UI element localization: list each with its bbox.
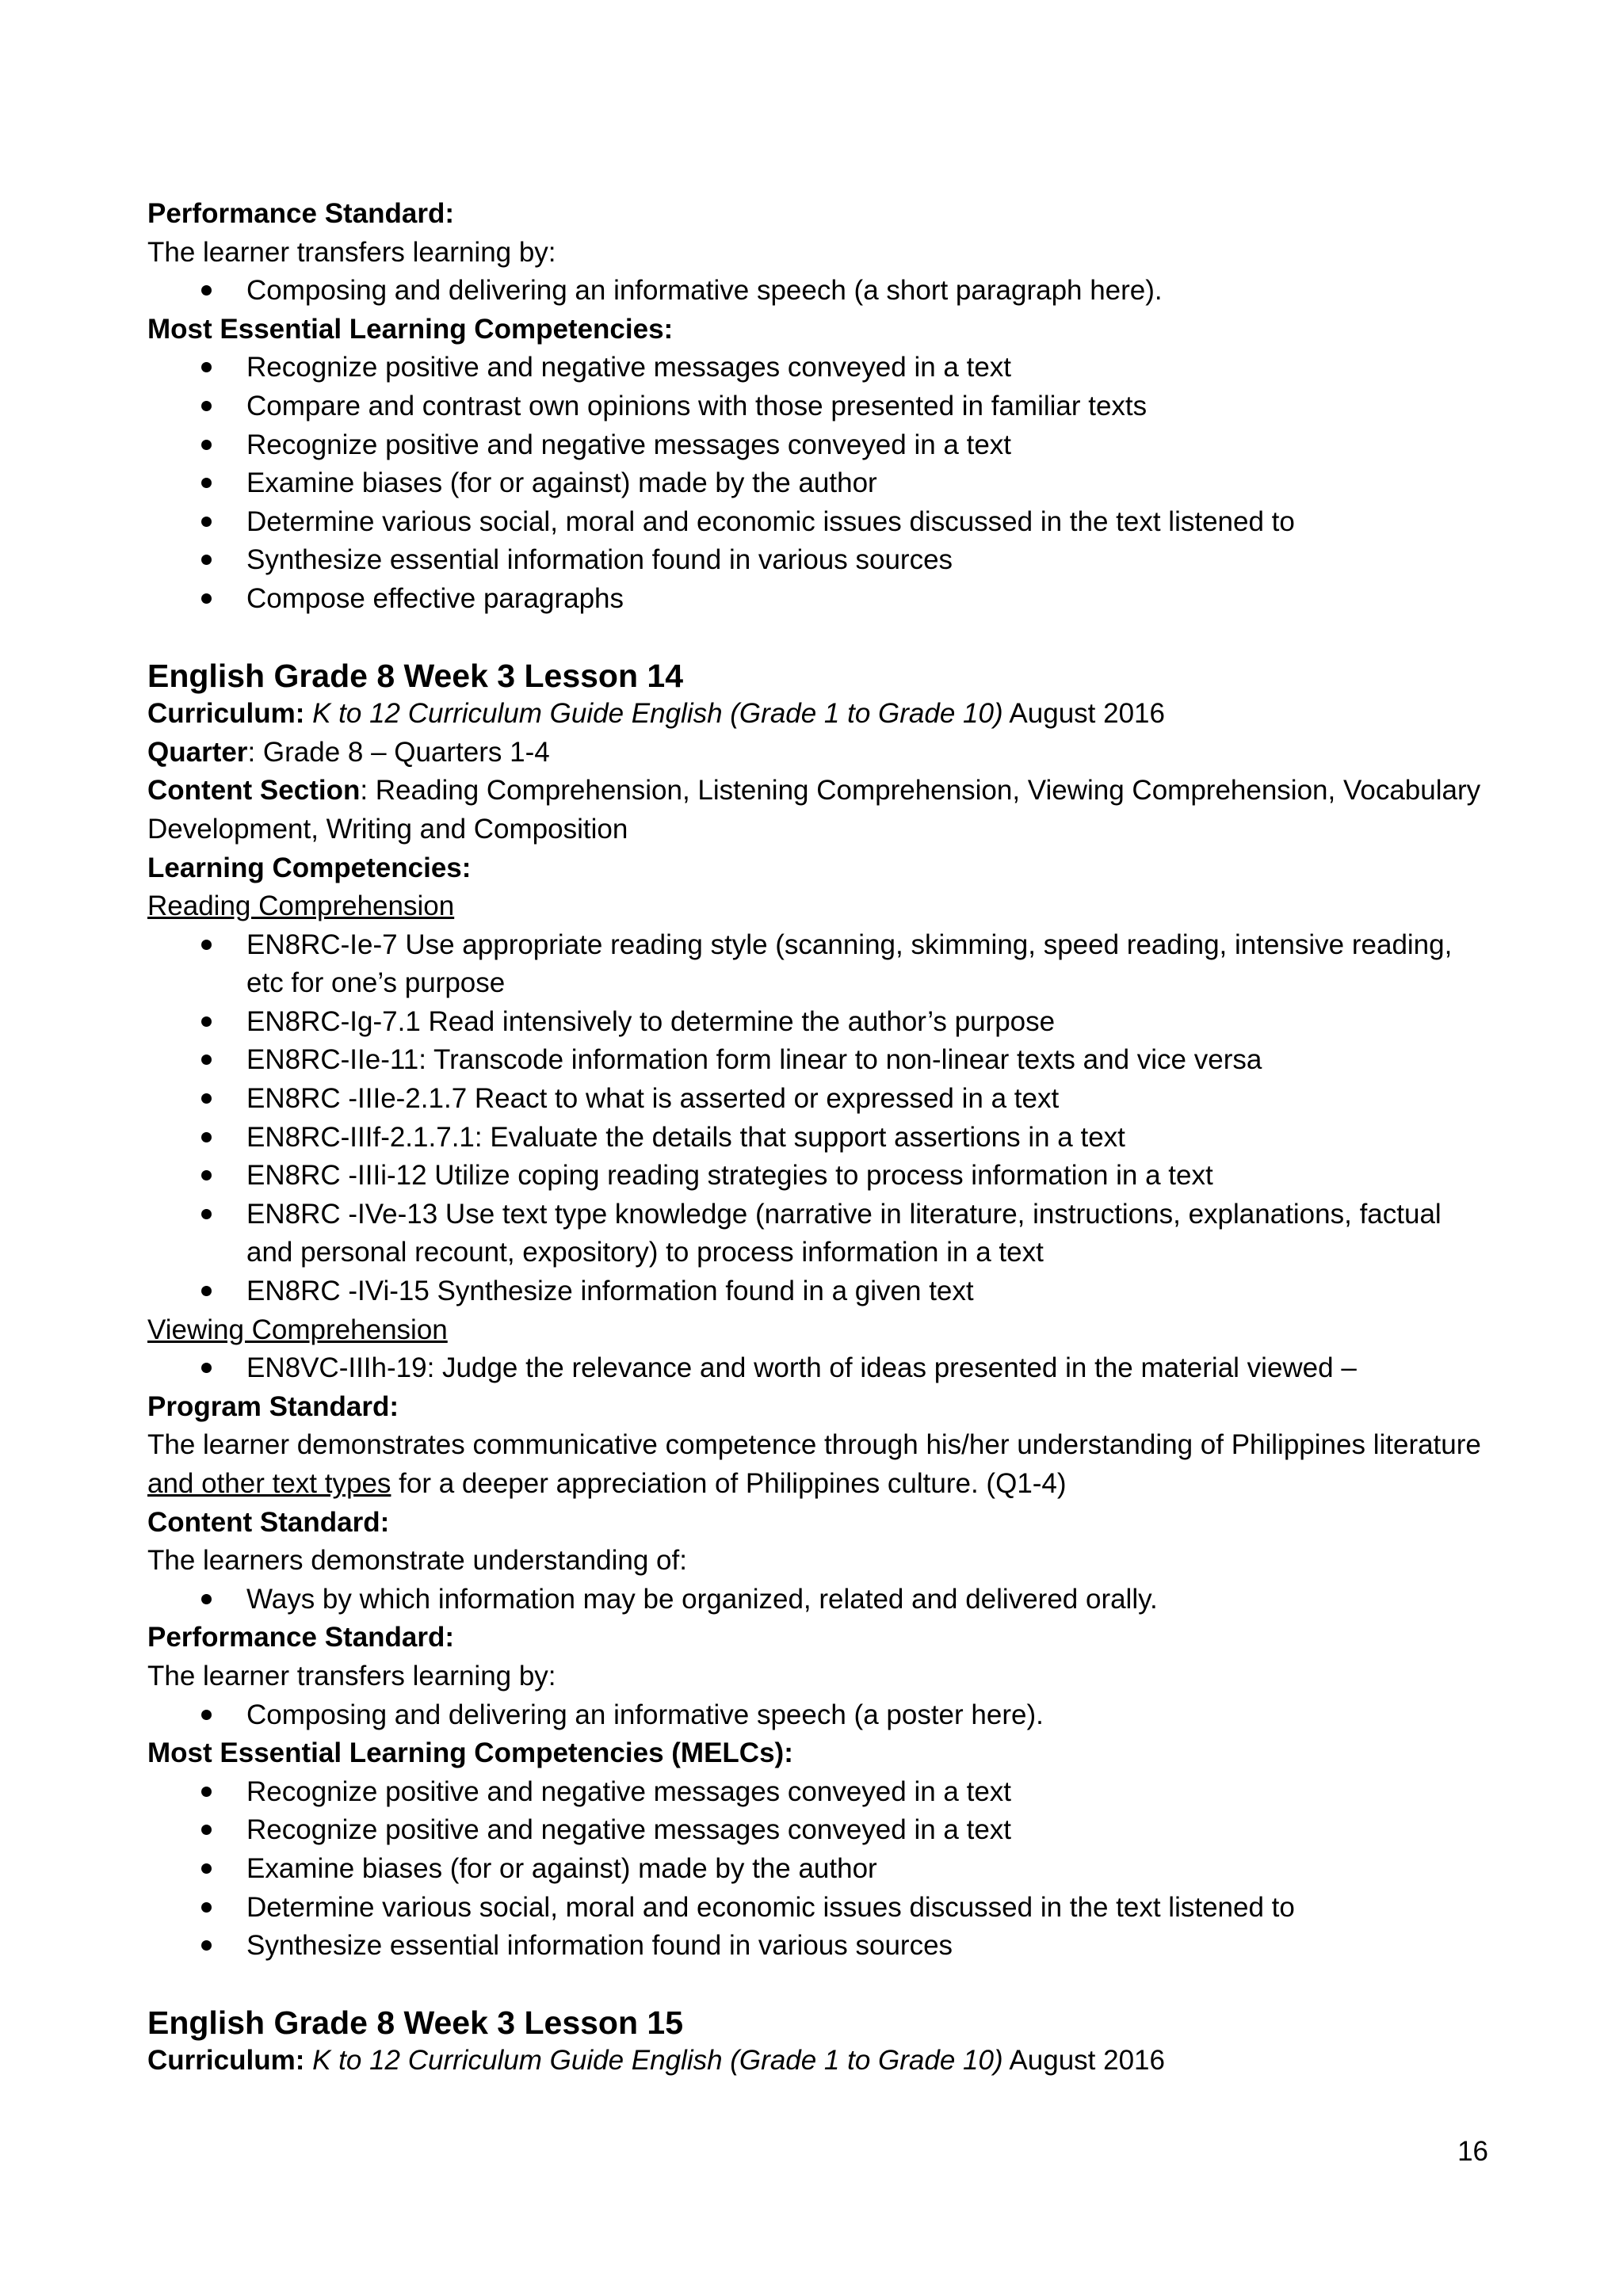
list-item: EN8VC-IIIh-19: Judge the relevance and worth of ideas presented in the material viewed – xyxy=(147,1349,1495,1388)
melc-list xyxy=(147,1773,1495,1966)
list-item: Synthesize essential information found in various sources xyxy=(147,541,1495,580)
list-item: Recognize positive and negative messages conveyed in a text xyxy=(147,1811,1495,1850)
list-item: Examine biases (for or against) made by the author xyxy=(147,1850,1495,1889)
list-item: EN8RC -IVe-13 Use text type knowledge (narrative in literature, instructions, explanations, factual and personal recount, expository) to process information in a text xyxy=(147,1196,1495,1272)
content-standard-list xyxy=(147,1581,1495,1619)
learning-competencies-label: Learning Competencies: xyxy=(147,852,472,883)
list-item: EN8RC -IIIi-12 Utilize coping reading strategies to process information in a text xyxy=(147,1157,1495,1196)
list-item: EN8RC-IIIf-2.1.7.1: Evaluate the details that support assertions in a text xyxy=(147,1119,1495,1158)
lesson-14-quarter xyxy=(147,734,1495,772)
list-item: Composing and delivering an informative speech (a poster here). xyxy=(147,1696,1495,1735)
list-item: EN8RC-Ig-7.1 Read intensively to determine the author’s purpose xyxy=(147,1003,1495,1042)
viewing-comprehension-heading: Viewing Comprehension xyxy=(147,1314,448,1345)
curriculum-label: Curriculum: xyxy=(147,2045,305,2077)
performance-standard-list xyxy=(147,272,1495,311)
content-section-value: : Reading Comprehension, Listening Comprehension, Viewing Comprehension, Vocabulary Development, Writing and Composition xyxy=(147,775,1481,845)
page-number: 16 xyxy=(1457,2136,1488,2167)
program-text-part: for a deeper appreciation of Philippines culture. (Q1-4) xyxy=(391,1468,1067,1499)
lesson-14-curriculum xyxy=(147,695,1495,734)
list-item: Recognize positive and negative messages conveyed in a text xyxy=(147,349,1495,387)
performance-standard-intro: The learner transfers learning by: xyxy=(147,236,556,268)
program-text-underlined: and other text types xyxy=(147,1468,391,1499)
performance-standard-label: Performance Standard: xyxy=(147,1622,455,1653)
list-item: EN8RC-IIe-11: Transcode information form linear to non-linear texts and vice versa xyxy=(147,1041,1495,1080)
list-item: Examine biases (for or against) made by the author xyxy=(147,464,1495,503)
list-item: Determine various social, moral and economic issues discussed in the text listened to xyxy=(147,503,1495,542)
list-item: EN8RC-Ie-7 Use appropriate reading style (scanning, skimming, speed reading, intensive reading, etc for one’s purpose xyxy=(147,926,1495,1003)
list-item: Recognize positive and negative messages conveyed in a text xyxy=(147,426,1495,465)
curriculum-title: K to 12 Curriculum Guide English (Grade 1 to Grade 10) xyxy=(312,2045,1003,2077)
performance-standard-list xyxy=(147,1696,1495,1735)
list-item: EN8RC -IIIe-2.1.7 React to what is asserted or expressed in a text xyxy=(147,1080,1495,1119)
list-item: Recognize positive and negative messages conveyed in a text xyxy=(147,1773,1495,1812)
list-item: Determine various social, moral and economic issues discussed in the text listened to xyxy=(147,1889,1495,1928)
list-item: EN8RC -IVi-15 Synthesize information found in a given text xyxy=(147,1272,1495,1311)
curriculum-label: Curriculum: xyxy=(147,698,305,730)
performance-standard-label: Performance Standard: xyxy=(147,198,455,229)
content-standard-intro: The learners demonstrate understanding of: xyxy=(147,1545,687,1577)
list-item: Compare and contrast own opinions with those presented in familiar texts xyxy=(147,387,1495,426)
melc-label: Most Essential Learning Competencies (MELCs): xyxy=(147,1737,793,1769)
curriculum-date: August 2016 xyxy=(1002,698,1165,730)
reading-comprehension-heading: Reading Comprehension xyxy=(147,891,455,922)
quarter-value: : Grade 8 – Quarters 1-4 xyxy=(247,736,550,768)
page-content xyxy=(147,195,1495,2081)
list-item: Synthesize essential information found in various sources xyxy=(147,1927,1495,1966)
curriculum-date: August 2016 xyxy=(1002,2045,1165,2077)
program-standard-text xyxy=(147,1426,1495,1503)
lesson-15-title: English Grade 8 Week 3 Lesson 15 xyxy=(147,2004,684,2041)
list-item: Compose effective paragraphs xyxy=(147,580,1495,619)
quarter-label: Quarter xyxy=(147,736,248,768)
lesson-14-content-section xyxy=(147,772,1495,849)
melc-label: Most Essential Learning Competencies: xyxy=(147,313,674,345)
viewing-comprehension-list xyxy=(147,1349,1495,1388)
curriculum-title: K to 12 Curriculum Guide English (Grade 1 to Grade 10) xyxy=(312,698,1003,730)
program-standard-label: Program Standard: xyxy=(147,1390,399,1422)
reading-comprehension-list xyxy=(147,926,1495,1311)
list-item: Composing and delivering an informative speech (a short paragraph here). xyxy=(147,272,1495,311)
list-item: Ways by which information may be organized, related and delivered orally. xyxy=(147,1581,1495,1619)
melc-list xyxy=(147,349,1495,618)
content-section-label: Content Section xyxy=(147,775,361,807)
lesson-14-title: English Grade 8 Week 3 Lesson 14 xyxy=(147,657,684,694)
program-text-part: The learner demonstrates communicative competence through his/her understanding of Philippines literature xyxy=(147,1429,1481,1461)
performance-standard-intro: The learner transfers learning by: xyxy=(147,1660,556,1691)
lesson-15-curriculum xyxy=(147,2042,1495,2081)
content-standard-label: Content Standard: xyxy=(147,1506,390,1538)
